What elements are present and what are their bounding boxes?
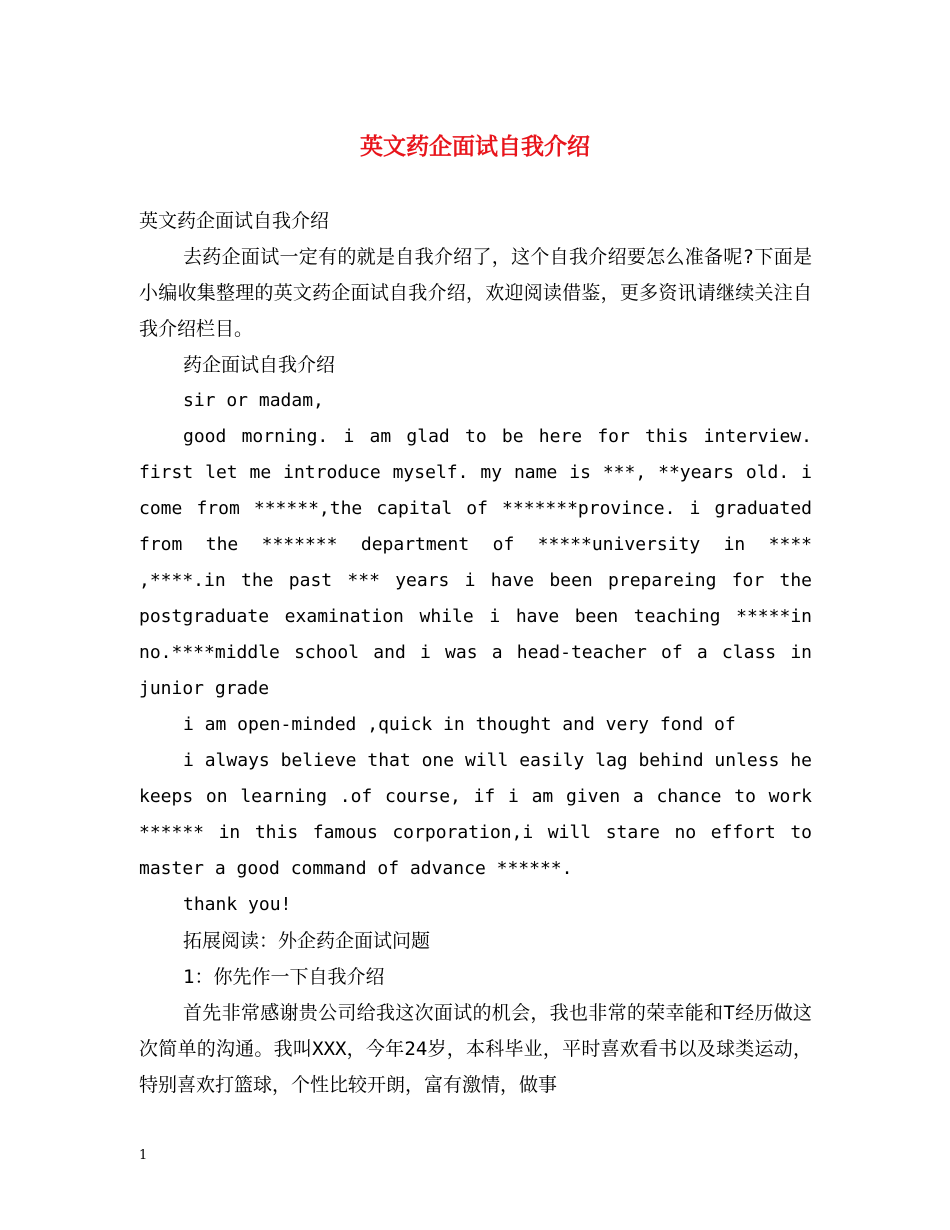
paragraph-extended-reading: 拓展阅读：外企药企面试问题 [183,930,431,952]
paragraph-subheading: 药企面试自我介绍 [183,354,336,376]
document-body [139,203,812,1103]
paragraph-question-1: 1：你先作一下自我介绍 [183,966,385,988]
paragraph-heading: 英文药企面试自我介绍 [139,210,330,232]
paragraph-introduction-english: good morning. i am glad to be here for this interview. first let me introduce myself. my name is ***, **years old. i come from ******,the capital of *******province. i graduated from the ******* department of *****university in **** ,****.in the past *** years i have been prepareing for the postgraduate examination while i have been teaching *****in no.****middle school and i was a head-teacher of a class in junior grade [139,426,812,699]
paragraph-personality: i am open-minded ,quick in thought and very fond of [183,714,736,735]
paragraph-intro: 去药企面试一定有的就是自我介绍了，这个自我介绍要怎么准备呢?下面是小编收集整理的英文药企面试自我介绍，欢迎阅读借鉴，更多资讯请继续关注自我介绍栏目。 [139,246,812,340]
page-number: 1 [139,1148,148,1163]
paragraph-salutation: sir or madam, [183,390,324,411]
paragraph-answer-1: 首先非常感谢贵公司给我这次面试的机会，我也非常的荣幸能和T经历做这次简单的沟通。我叫XXX，今年24岁，本科毕业，平时喜欢看书以及球类运动，特别喜欢打篮球，个性比较开朗，富有激情，做事 [139,1002,812,1096]
paragraph-thanks: thank you! [183,894,292,915]
paragraph-learning: i always believe that one will easily lag behind unless he keeps on learning .of course, if i am given a chance to work ****** in this famous corporation,i will stare no effort to master a good command of advance ******. [139,750,812,879]
document-title: 英文药企面试自我介绍 [360,133,590,160]
